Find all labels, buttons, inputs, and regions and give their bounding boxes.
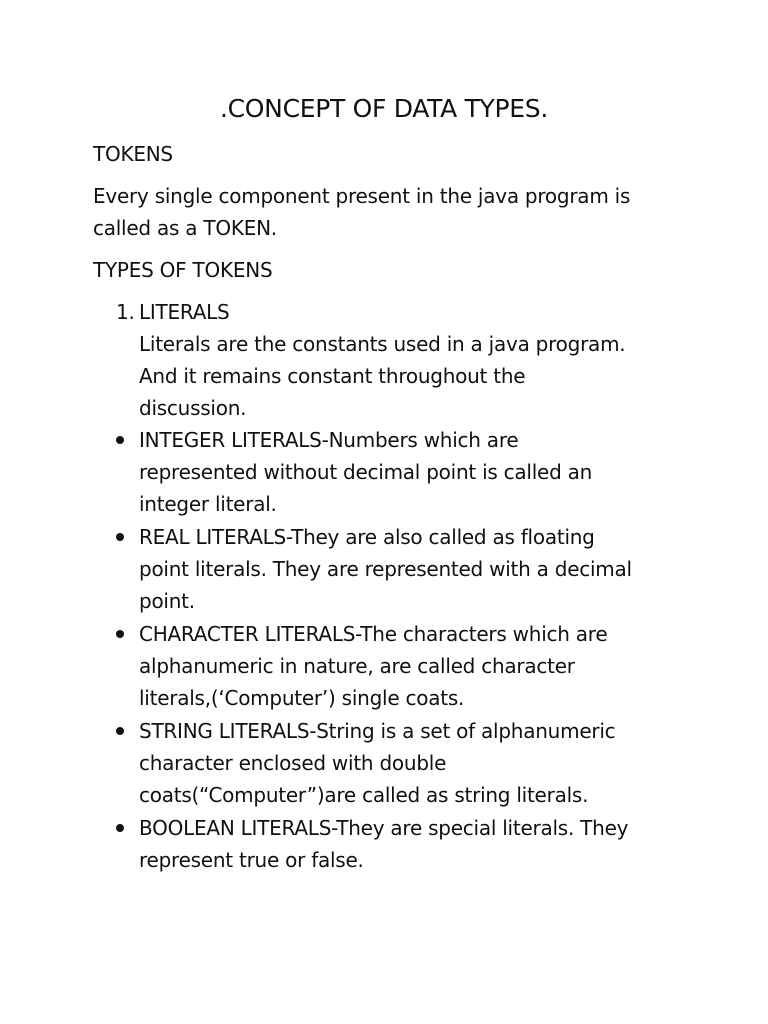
bullet-line: CHARACTER LITERALS-The characters which are — [139, 622, 608, 646]
bullet-line: character enclosed with double — [139, 751, 447, 775]
bullet-line: INTEGER LITERALS-Numbers which are — [139, 428, 519, 452]
bullet-line: alphanumeric in nature, are called character — [139, 654, 575, 678]
bullet-line: STRING LITERALS-String is a set of alphanumeric — [139, 719, 616, 743]
bullet-icon — [116, 436, 124, 444]
numbered-item-line: Literals are the constants used in a java program. — [139, 332, 626, 356]
numbered-item-line: discussion. — [139, 396, 247, 420]
bullet-line: point literals. They are represented with a decimal — [139, 557, 632, 581]
page-title: .CONCEPT OF DATA TYPES. — [219, 94, 548, 123]
bullet-line: literals,(‘Computer’) single coats. — [139, 686, 465, 710]
bullet-icon — [116, 824, 124, 832]
tokens-heading: TOKENS — [93, 142, 173, 166]
bullet-line: REAL LITERALS-They are also called as floating — [139, 525, 595, 549]
bullet-line: represented without decimal point is called an — [139, 460, 593, 484]
bullet-line: represent true or false. — [139, 848, 364, 872]
definition-line-2: called as a TOKEN. — [93, 216, 277, 240]
bullet-line: coats(“Computer”)are called as string literals. — [139, 783, 589, 807]
types-heading: TYPES OF TOKENS — [93, 258, 273, 282]
numbered-item-line: And it remains constant throughout the — [139, 364, 526, 388]
list-number: 1. — [116, 300, 135, 324]
bullet-line: point. — [139, 589, 195, 613]
bullet-icon — [116, 533, 124, 541]
numbered-item-line: LITERALS — [139, 300, 230, 324]
bullet-icon — [116, 630, 124, 638]
definition-line-1: Every single component present in the java program is — [93, 184, 631, 208]
bullet-line: integer literal. — [139, 492, 277, 516]
bullet-line: BOOLEAN LITERALS-They are special literals. They — [139, 816, 629, 840]
bullet-icon — [116, 727, 124, 735]
